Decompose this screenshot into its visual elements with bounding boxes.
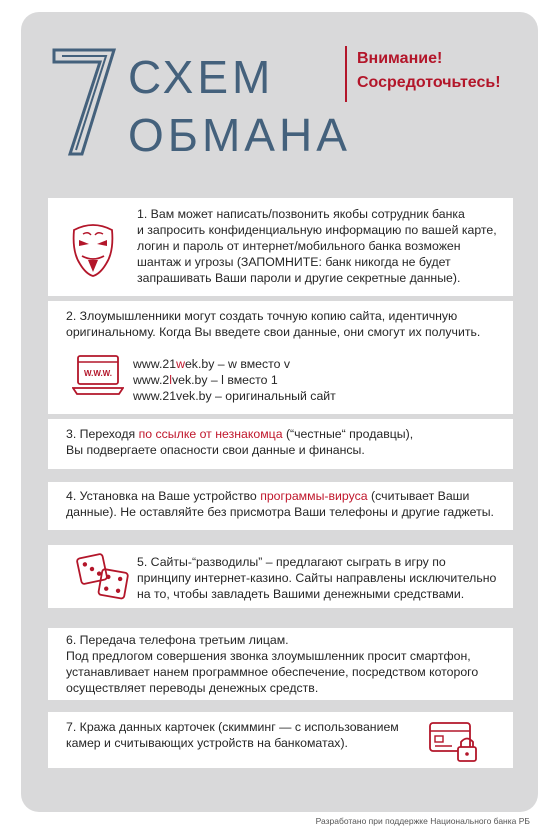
item-7-line-2: камер и считывающих устройств на банкоматах). <box>66 736 348 750</box>
item-4-line-2: данные). Не оставляйте без присмотра Ваши телефоны и другие гаджеты. <box>66 505 494 519</box>
item-3-line-2: Вы подвергаете опасности свои данные и финансы. <box>66 443 365 457</box>
item-1-line-5: запрашивать Ваши пароли и другие секретные данные). <box>137 271 461 285</box>
item-6-line-2: Под предлогом совершения звонка злоумышленник просит смартфон, <box>66 649 471 663</box>
item-5-line-1: 5. Сайты-“разводилы” – предлагают сыграть в игру по <box>137 555 446 569</box>
title-line-1: СХЕМ <box>128 51 275 103</box>
anonymous-mask-icon <box>70 222 116 278</box>
item-1-line-2: и запросить конфиденциальную информацию по вашей карте, <box>137 223 497 237</box>
item-4-line-1: 4. Установка на Ваше устройство программы-вируса (считывает Ваши <box>66 489 470 503</box>
item-6-line-1: 6. Передача телефона третьим лицам. <box>66 633 289 647</box>
item-1-line-1: 1. Вам может написать/позвонить якобы сотрудник банка <box>137 207 465 221</box>
fake-site-2: www.2lvek.by – l вместо 1 <box>133 373 278 387</box>
svg-text:7: 7 <box>84 106 85 107</box>
warning-line-1: Внимание! <box>357 50 443 67</box>
warning-bar <box>345 46 347 102</box>
item-6-line-3: устанавливает нанем программное обеспечение, посредством которого <box>66 665 479 679</box>
original-site: www.21vek.by – оригинальный сайт <box>133 389 336 403</box>
item-3-line-1: 3. Переходя по ссылке от незнакомца (“честные“ продавцы), <box>66 427 414 441</box>
item-7-line-1: 7. Кража данных карточек (скимминг — с использованием <box>66 720 399 734</box>
fake-site-1: www.21wek.by – w вместо v <box>133 357 291 371</box>
credit-card-lock-icon <box>428 719 480 765</box>
warning-line-2: Сосредоточьтесь! <box>357 74 501 91</box>
item-6-line-4: осуществляет переводы денежных средств. <box>66 681 319 695</box>
item-2-line-2: оригинальному. Когда Вы введете свои данные, они смогут их получить. <box>66 325 481 339</box>
item-2-line-1: 2. Злоумышленники могут создать точную копию сайта, идентичную <box>66 309 458 323</box>
number-seven-graphic <box>52 46 116 156</box>
footer-credit: Разработано при поддержке Национального банка РБ <box>315 816 530 826</box>
item-1-line-4: шантаж и угрозы (ЗАПОМНИТЕ: банк никогда не будет <box>137 255 451 269</box>
item-5-line-3: на то, чтобы завладеть Вашими денежными средствами. <box>137 587 465 601</box>
website-laptop-icon <box>72 354 124 398</box>
www-icon-text: W.W.W. <box>84 369 112 378</box>
item-1-line-3: логин и пароль от интернет/мобильного банка возможен <box>137 239 461 253</box>
dice-icon <box>76 551 130 603</box>
item-5-line-2: принципу интернет-казино. Сайты направлены исключительно <box>137 571 497 585</box>
title-line-2: ОБМАНА <box>128 109 351 161</box>
